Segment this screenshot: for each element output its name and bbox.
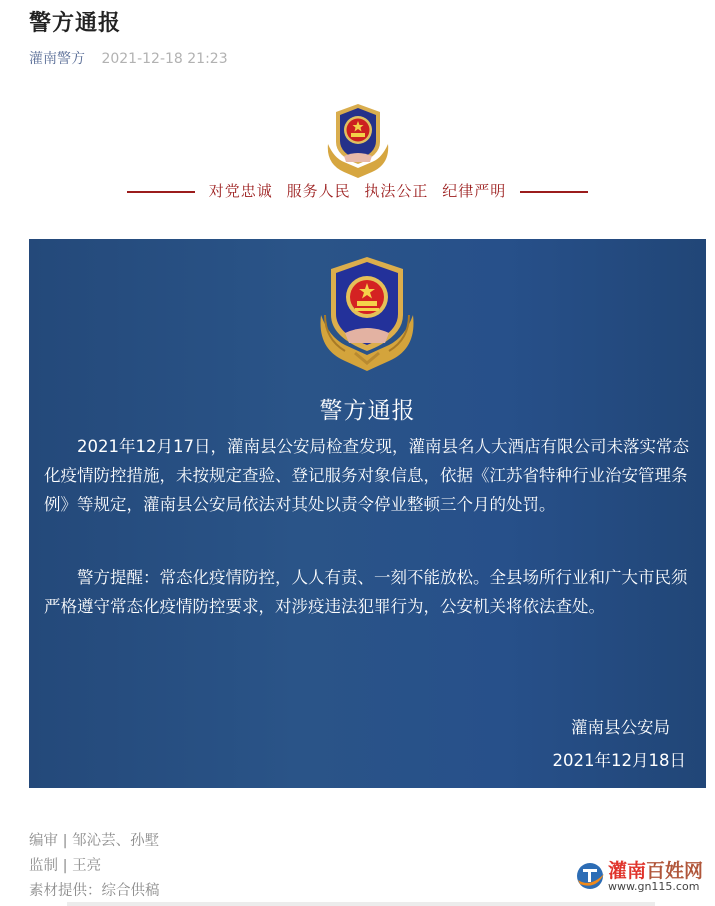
police-emblem-icon — [315, 253, 419, 373]
bottom-scroll-bar — [67, 902, 655, 906]
notice-title: 警方通报 — [319, 398, 416, 424]
credits — [29, 829, 160, 904]
site-name: 灌南百姓网 — [608, 860, 704, 882]
divider-line — [127, 191, 161, 193]
site-watermark — [572, 856, 712, 898]
divider-line — [554, 191, 588, 193]
divider-line — [161, 191, 195, 193]
site-logo-icon — [574, 860, 606, 892]
police-emblem-icon — [322, 100, 394, 180]
notice-paragraph: 2021年12月17日，灌南县公安局检查发现，灌南县名人大酒店有限公司未落实常态化疫情防控措施，未按规定查验、登记服务对象信息，依据《江苏省特种行业治安管理条例》等规定，灌南县公安局依法对其处以责令停业整顿三个月的处罚。 — [44, 437, 689, 514]
article-title: 警方通报 — [29, 11, 122, 36]
notice-signature: 灌南县公安局 — [571, 718, 670, 737]
divider-line — [520, 191, 554, 193]
slogan-item: 对党忠诚 — [208, 182, 273, 200]
credit-editor: 编审 | 邹沁芸、孙墅 — [29, 833, 160, 849]
credit-source: 素材提供：综合供稿 — [29, 883, 160, 899]
notice-reminder-paragraph: 警方提醒：常态化疫情防控，人人有责、一刻不能放松。全县场所行业和广大市民须严格遵守常态化疫情防控要求，对涉疫违法犯罪行为，公安机关将依法查处。 — [44, 568, 688, 616]
slogan-item: 服务人民 — [286, 182, 351, 200]
slogan-item: 执法公正 — [364, 182, 429, 200]
author-link[interactable]: 灌南警方 — [29, 51, 85, 67]
slogan-banner — [0, 180, 715, 201]
publish-time: 2021-12-18 21:23 — [101, 51, 228, 67]
notice-date: 2021年12月18日 — [552, 751, 686, 770]
slogan-item: 纪律严明 — [442, 182, 507, 200]
article-meta — [29, 48, 228, 68]
credit-supervisor: 监制 | 王亮 — [29, 858, 102, 874]
notice-panel — [29, 239, 706, 788]
site-url: www.gn115.com — [608, 880, 700, 893]
